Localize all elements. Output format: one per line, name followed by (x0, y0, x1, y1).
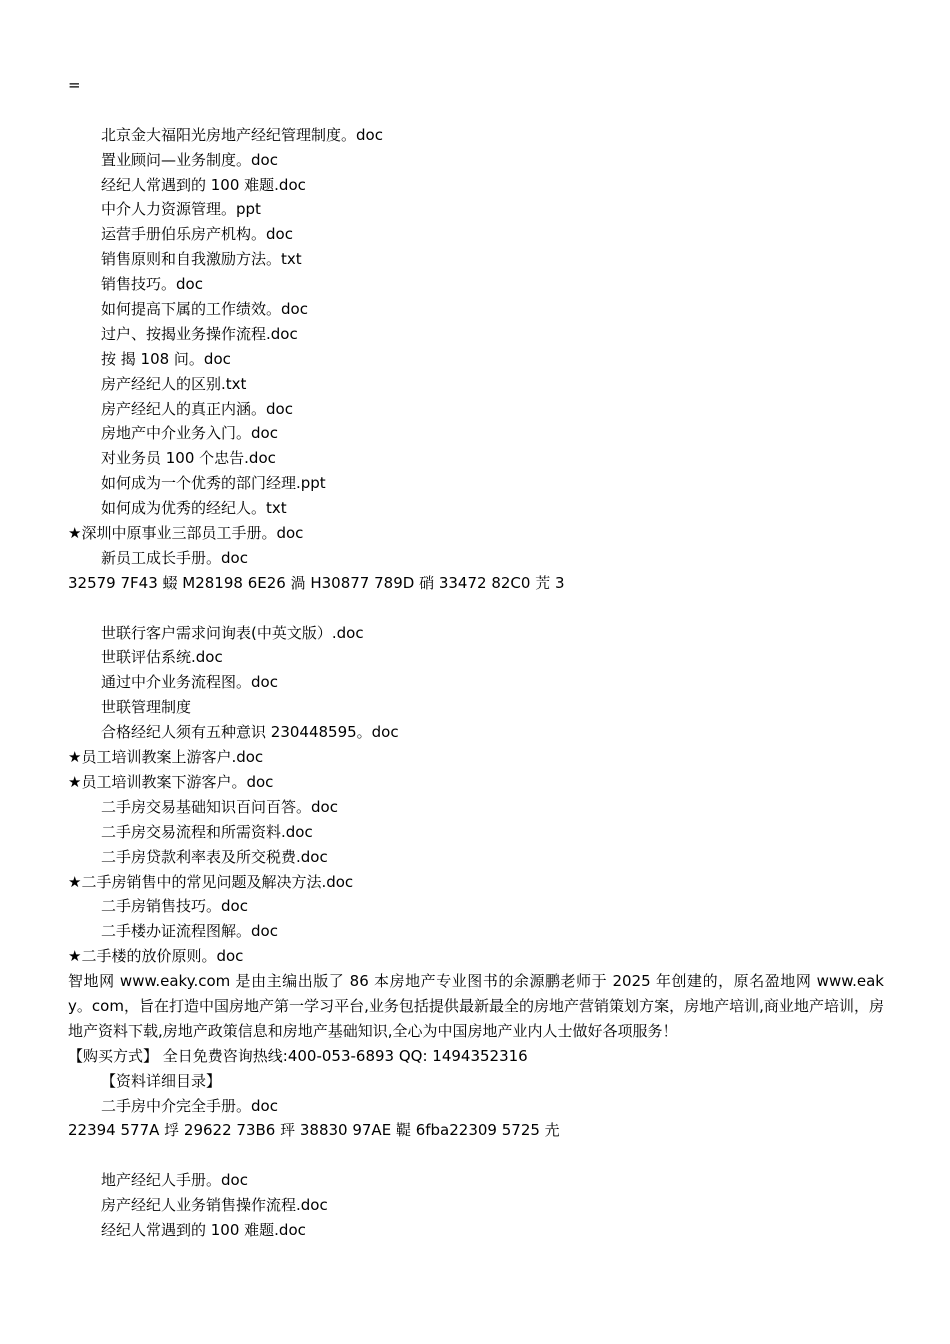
file-list-item: 房产经纪人的真正内涵。doc (101, 399, 293, 418)
file-list-item: 二手房交易流程和所需资料.doc (101, 822, 313, 841)
file-list-item: 二手房贷款利率表及所交税费.doc (101, 847, 328, 866)
top-marker: = (68, 76, 81, 94)
file-list-item: 二手房中介完全手册。doc (101, 1096, 278, 1115)
code-line: 22394 577A 垺 29622 73B6 玶 38830 97AE 鞮 6fba22309 5725 圥 (68, 1121, 560, 1140)
file-list-item: 二手楼办证流程图解。doc (101, 922, 278, 941)
starred-file-item: ★员工培训教案上游客户.doc (68, 748, 264, 767)
catalog-heading: 【资料详细目录】 (101, 1071, 222, 1090)
file-list-item: 房产经纪人业务销售操作流程.doc (101, 1196, 328, 1215)
file-list-item: 经纪人常遇到的 100 难题.doc (101, 175, 306, 194)
file-list-item: 世联管理制度 (101, 698, 192, 717)
file-list-item: 中介人力资源管理。ppt (101, 200, 261, 219)
file-list-item: 销售技巧。doc (101, 275, 203, 294)
starred-file-item: ★二手房销售中的常见问题及解决方法.doc (68, 872, 354, 891)
file-list-item: 新员工成长手册。doc (101, 548, 248, 567)
document-body (68, 73, 884, 1243)
file-list-item: 如何提高下属的工作绩效。doc (101, 300, 308, 319)
purchase-info: 【购买方式】 全日免费咨询热线:400-053-6893 QQ: 1494352316 (68, 1046, 528, 1065)
file-list-item: 运营手册伯乐房产机构。doc (101, 225, 293, 244)
file-list-item: 经纪人常遇到的 100 难题.doc (101, 1221, 306, 1240)
file-list-item: 按 揭 108 问。doc (101, 349, 231, 368)
file-list-item: 如何成为一个优秀的部门经理.ppt (101, 474, 326, 493)
file-list-item: 二手房交易基础知识百问百答。doc (101, 797, 338, 816)
file-list-item: 房产经纪人的区别.txt (101, 374, 247, 393)
intro-paragraph: 智地网 www.eaky.com 是由主编出版了 86 本房地产专业图书的余源鹏老师于 2025 年创建的，原名盈地网 www.eaky。com，旨在打造中国房地产第一学习平台,业务包括提供最新最全的房地产营销策划方案，房地产培训,商业地产培训，房地产资料下载,房地产政策信息和房地产基础知识,全心为中国房地产业内人士做好各项服务！ (68, 972, 884, 1040)
code-line: 32579 7F43 蝃 M28198 6E26 渦 H30877 789D 硝 33472 82C0 苀 3 (68, 573, 565, 592)
file-list-item: 北京金大福阳光房地产经纪管理制度。doc (101, 125, 383, 144)
starred-file-item: ★员工培训教案下游客户。doc (68, 772, 274, 791)
blank-line (68, 596, 884, 621)
file-list-item: 二手房销售技巧。doc (101, 897, 248, 916)
file-list-item: 合格经纪人须有五种意识 230448595。doc (101, 723, 399, 742)
file-list-item: 房地产中介业务入门。doc (101, 424, 278, 443)
blank-line (68, 98, 884, 123)
starred-file-item: ★深圳中原事业三部员工手册。doc (68, 524, 304, 543)
starred-file-item: ★二手楼的放价原则。doc (68, 947, 244, 966)
file-list-item: 如何成为优秀的经纪人。txt (101, 499, 287, 518)
blank-line (68, 1143, 884, 1168)
file-list-item: 通过中介业务流程图。doc (101, 673, 278, 692)
file-list-item: 对业务员 100 个忠告.doc (101, 449, 276, 468)
file-list-item: 置业顾问—业务制度。doc (101, 150, 278, 169)
file-list-item: 销售原则和自我激励方法。txt (101, 250, 302, 269)
file-list-item: 地产经纪人手册。doc (101, 1171, 248, 1190)
file-list-item: 世联行客户需求问询表(中英文版）.doc (101, 623, 364, 642)
file-list-item: 过户、按揭业务操作流程.doc (101, 324, 298, 343)
file-list-item: 世联评估系统.doc (101, 648, 223, 667)
